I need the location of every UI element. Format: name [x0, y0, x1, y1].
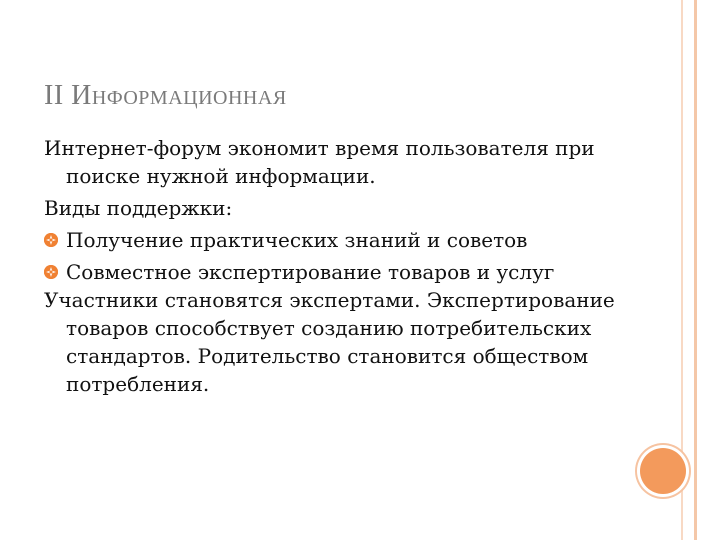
paragraph-support-types: Виды поддержки:: [44, 196, 233, 220]
slide-title: [44, 80, 287, 112]
bullet-item: [44, 258, 664, 286]
bullet-item: [44, 226, 664, 254]
bullet-text: Совместное экспертирование товаров и услуг: [66, 260, 555, 284]
title-first-part: II И: [44, 80, 92, 111]
decorative-circle: [640, 448, 686, 494]
decorative-vertical-line-outer: [694, 0, 697, 540]
bullet-text: Получение практических знаний и советов: [66, 228, 528, 252]
paragraph-forum: Интернет-форум экономит время пользователя при поиске нужной информации.: [44, 136, 595, 188]
paragraph-experts: Участники становятся экспертами. Экспертирование товаров способствует созданию потребительских стандартов. Родительство становится обществом потребления.: [44, 288, 615, 396]
orange-flower-bullet-icon: [44, 265, 58, 279]
orange-flower-bullet-icon: [44, 233, 58, 247]
title-small-caps-part: НФОРМАЦИОННАЯ: [91, 87, 287, 109]
slide-content: [44, 134, 664, 398]
